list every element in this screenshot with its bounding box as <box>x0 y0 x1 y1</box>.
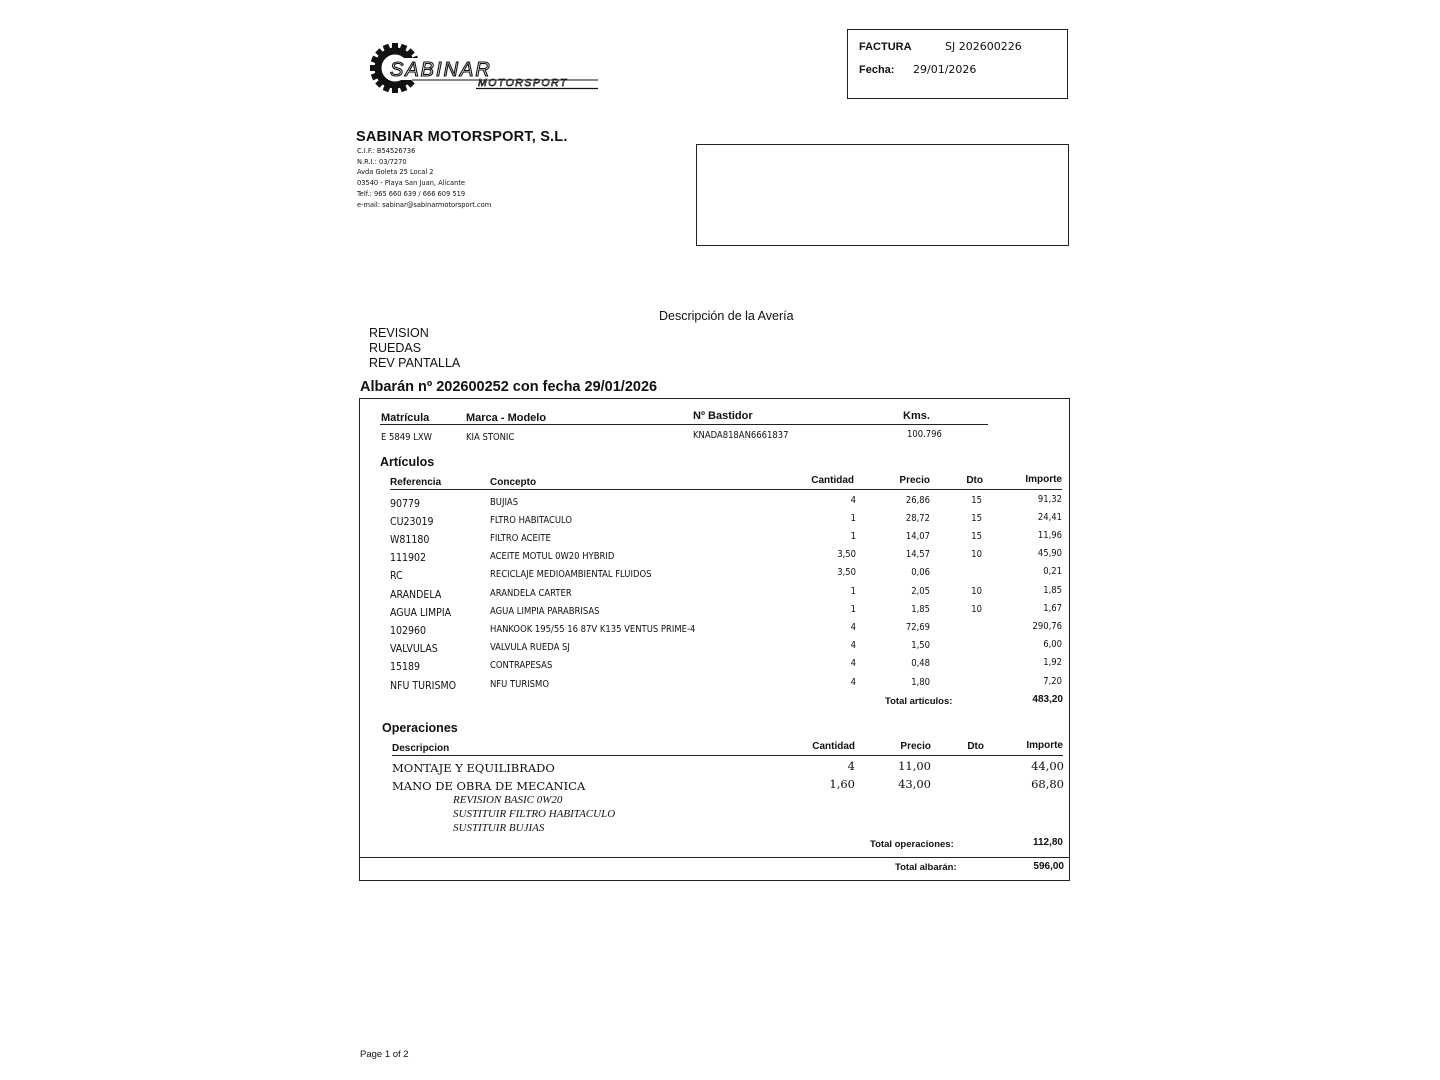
articulo-cantidad: 3,50 <box>837 567 856 578</box>
header-op-cantidad: Cantidad <box>812 741 855 752</box>
header-cantidad: Cantidad <box>811 475 854 486</box>
total-articulos-value: 483,20 <box>1032 694 1063 705</box>
articulo-importe: 290,76 <box>1032 621 1062 632</box>
articulo-precio: 28,72 <box>905 513 930 524</box>
articulo-dto: 10 <box>971 586 982 597</box>
articulo-concepto: BUJIAS <box>490 497 519 508</box>
articulo-cantidad: 4 <box>850 658 856 669</box>
total-operaciones-value: 112,80 <box>1032 837 1063 848</box>
articulo-ref: 90779 <box>390 498 421 510</box>
articulo-ref: 102960 <box>390 625 427 637</box>
articulo-ref: W81180 <box>390 534 430 546</box>
logo-sub: MOTORSPORT <box>478 77 568 89</box>
articulo-precio: 1,50 <box>911 640 930 651</box>
articulo-dto: 15 <box>971 513 982 524</box>
articulos-title: Artículos <box>380 455 435 469</box>
articulo-cantidad: 4 <box>850 640 856 651</box>
articulo-dto: 15 <box>971 531 982 542</box>
articulo-cantidad: 1 <box>850 513 856 524</box>
operacion-descripcion: MANO DE OBRA DE MECANICA <box>392 779 586 793</box>
articulo-ref: NFU TURISMO <box>390 680 457 692</box>
vehicle-kms: 100.796 <box>907 429 942 440</box>
articulo-importe: 1,92 <box>1043 657 1062 668</box>
header-descripcion: Descripcion <box>392 743 450 754</box>
company-email: e-mail: sabinar@sabinarmotorsport.com <box>357 199 492 209</box>
articulo-importe: 45,90 <box>1037 548 1062 559</box>
header-op-importe: Importe <box>1026 740 1063 751</box>
albaran-title: Albarán nº 202600252 con fecha 29/01/2026 <box>360 379 658 395</box>
header-dto: Dto <box>966 475 983 486</box>
header-bastidor: Nº Bastidor <box>693 410 753 422</box>
articulo-precio: 1,80 <box>911 677 930 688</box>
averia-line: REV PANTALLA <box>369 356 461 370</box>
page-number: Page 1 of 2 <box>360 1049 409 1060</box>
articulo-importe: 11,96 <box>1037 530 1062 541</box>
operacion-precio: 43,00 <box>898 777 931 791</box>
averia-title: Descripción de la Avería <box>659 309 794 323</box>
company-nri: N.R.I.: 03/7270 <box>357 156 407 166</box>
articulo-precio: 72,69 <box>905 622 930 633</box>
articulo-importe: 6,00 <box>1043 639 1062 650</box>
operaciones-title: Operaciones <box>382 721 458 735</box>
invoice-number: SJ 202600226 <box>945 40 1022 53</box>
articulo-ref: CU23019 <box>390 516 434 528</box>
articulo-cantidad: 4 <box>850 677 856 688</box>
articulo-importe: 7,20 <box>1043 676 1062 687</box>
total-albaran-value: 596,00 <box>1033 861 1064 872</box>
articulo-concepto: AGUA LIMPIA PARABRISAS <box>490 606 600 617</box>
total-articulos-label: Total artículos: <box>885 696 953 707</box>
logo-brand: SABINAR <box>390 59 492 81</box>
articulo-concepto: HANKOOK 195/55 16 87V K135 VENTUS PRIME-4 <box>490 624 696 635</box>
articulo-concepto: ACEITE MOTUL 0W20 HYBRID <box>490 551 615 562</box>
articulo-precio: 0,06 <box>911 567 930 578</box>
articulo-concepto: ARANDELA CARTER <box>490 588 572 599</box>
header-op-precio: Precio <box>900 741 931 752</box>
articulo-ref: 111902 <box>390 552 427 564</box>
company-name: SABINAR MOTORSPORT, S.L. <box>356 129 568 145</box>
articulo-importe: 1,67 <box>1043 603 1062 614</box>
articulo-precio: 26,86 <box>905 495 930 506</box>
header-concepto: Concepto <box>490 477 537 488</box>
operacion-descripcion: MONTAJE Y EQUILIBRADO <box>392 761 555 775</box>
articulo-dto: 10 <box>971 604 982 615</box>
company-address: Avda Goleta 25 Local 2 <box>357 167 434 177</box>
customer-address-box <box>696 144 1069 246</box>
vehicle-matricula: E 5849 LXW <box>381 432 432 443</box>
total-albaran-label: Total albarán: <box>895 862 957 873</box>
articulo-precio: 14,57 <box>905 549 930 560</box>
averia-line: RUEDAS <box>369 341 422 355</box>
vehicle-bastidor: KNADA818AN6661837 <box>693 430 789 441</box>
operacion-cantidad: 1,60 <box>829 777 855 791</box>
articulo-importe: 1,85 <box>1043 585 1062 596</box>
invoice-label: FACTURA <box>859 41 912 53</box>
articulo-precio: 2,05 <box>911 586 930 597</box>
albaran-box <box>359 398 1070 881</box>
articulo-ref: 15189 <box>390 661 421 673</box>
averia-line: REVISION <box>369 326 429 340</box>
header-op-dto: Dto <box>967 741 984 752</box>
articulo-concepto: VALVULA RUEDA SJ <box>490 642 570 653</box>
articulo-ref: ARANDELA <box>390 589 442 601</box>
averia-lines <box>369 326 460 371</box>
operacion-precio: 11,00 <box>898 759 931 773</box>
articulo-concepto: FILTRO ACEITE <box>490 533 551 544</box>
company-details <box>357 146 491 210</box>
invoice-date: 29/01/2026 <box>913 63 977 76</box>
articulo-dto: 15 <box>971 495 982 506</box>
header-matricula: Matrícula <box>381 412 430 424</box>
invoice-box <box>847 29 1068 99</box>
articulo-cantidad: 4 <box>850 622 856 633</box>
articulo-importe: 24,41 <box>1037 512 1062 523</box>
articulo-precio: 0,48 <box>911 658 930 669</box>
articulo-concepto: RECICLAJE MEDIOAMBIENTAL FLUIDOS <box>490 569 652 580</box>
total-operaciones-label: Total operaciones: <box>870 839 954 850</box>
invoice-date-label: Fecha: <box>859 64 895 76</box>
articulo-ref: RC <box>390 570 403 582</box>
op-note: SUSTITUIR FILTRO HABITACULO <box>453 808 616 820</box>
articulo-cantidad: 4 <box>850 495 856 506</box>
articulo-importe: 91,32 <box>1037 494 1062 505</box>
operacion-importe: 44,00 <box>1031 759 1064 773</box>
articulo-concepto: CONTRAPESAS <box>490 660 553 671</box>
articulo-cantidad: 1 <box>850 531 856 542</box>
articulo-importe: 0,21 <box>1043 566 1062 577</box>
articulo-cantidad: 1 <box>850 604 856 615</box>
articulo-concepto: FLTRO HABITACULO <box>490 515 573 526</box>
header-referencia: Referencia <box>390 477 442 488</box>
articulo-cantidad: 3,50 <box>837 549 856 560</box>
articulo-dto: 10 <box>971 549 982 560</box>
vehicle-marca: KIA STONIC <box>466 432 515 443</box>
company-cif: C.I.F.: B54526736 <box>357 146 416 155</box>
op-note: SUSTITUIR BUJIAS <box>453 822 545 834</box>
header-precio: Precio <box>899 475 930 486</box>
company-phone: Telf.: 965 660 639 / 666 609 519 <box>357 188 466 198</box>
header-marca-modelo: Marca - Modelo <box>466 412 547 424</box>
articulo-concepto: NFU TURISMO <box>490 679 549 690</box>
articulo-precio: 1,85 <box>911 604 930 615</box>
articulo-cantidad: 1 <box>850 586 856 597</box>
header-kms: Kms. <box>903 410 930 422</box>
header-importe: Importe <box>1025 474 1062 485</box>
operacion-cantidad: 4 <box>847 759 855 773</box>
articulo-ref: VALVULAS <box>390 643 438 655</box>
articulo-precio: 14,07 <box>905 531 930 542</box>
company-logo <box>360 20 610 120</box>
company-city: 03540 - Playa San Juan, Alicante <box>357 178 466 188</box>
articulo-ref: AGUA LIMPIA <box>390 607 452 619</box>
op-note: REVISION BASIC 0W20 <box>453 794 563 806</box>
operacion-importe: 68,80 <box>1031 777 1064 791</box>
